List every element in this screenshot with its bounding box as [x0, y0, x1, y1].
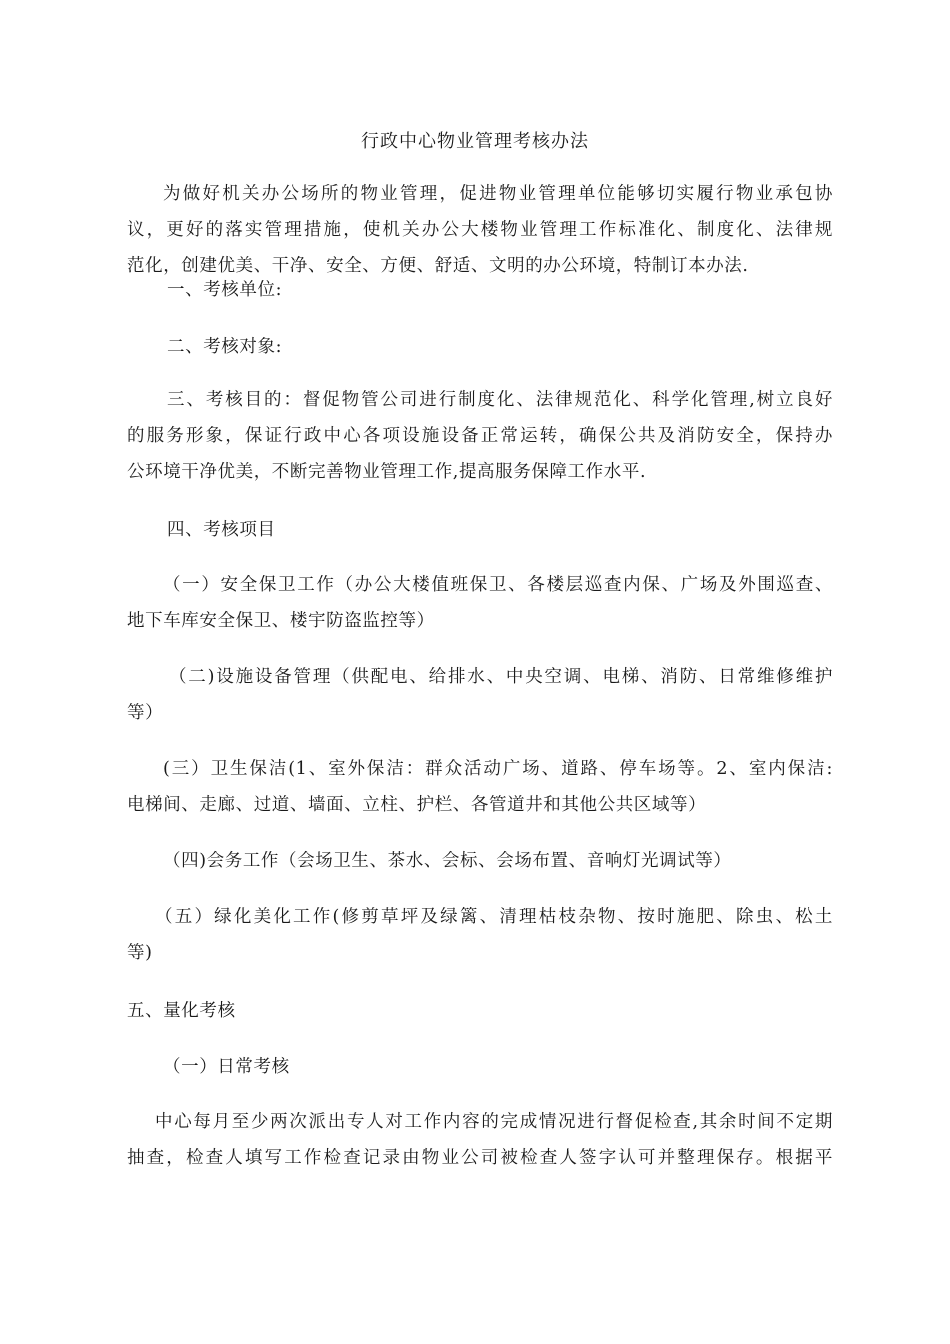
paragraph-line: （五）绿化美化工作(修剪草坪及绿篱、清理枯枝杂物、按时施肥、除虫、松土 [155, 907, 833, 927]
paragraph-line: 公环境干净优美，不断完善物业管理工作,提高服务保障工作水平. [127, 462, 647, 482]
section-heading-5 [127, 993, 833, 1029]
paragraph-line: (三）卫生保洁(1、室外保洁：群众活动广场、道路、停车场等。2、室内保洁: [163, 759, 833, 779]
paragraph-line: （二)设施设备管理（供配电、给排水、中央空调、电梯、消防、日常维修维护 [169, 667, 833, 687]
item-4-2 [127, 659, 833, 731]
paragraph-line: （四)会务工作（会场卫生、茶水、会标、会场布置、音响灯光调试等） [163, 851, 732, 871]
section-heading-1 [127, 272, 833, 308]
item-5-1 [127, 1049, 833, 1085]
paragraph-intro [127, 176, 833, 284]
paragraph-line: 三、考核目的：督促物管公司进行制度化、法律规范化、科学化管理,树立良好 [167, 390, 833, 410]
paragraph-line: 二、考核对象: [167, 337, 283, 357]
document-title: 行政中心物业管理考核办法 [361, 131, 589, 152]
paragraph-line: 四、考核项目 [167, 520, 276, 540]
paragraph-line: 抽查，检查人填写工作检查记录由物业公司被检查人签字认可并整理保存。根据平 [127, 1148, 833, 1168]
paragraph-line: 等) [127, 943, 153, 963]
paragraph-line: 为做好机关办公场所的物业管理，促进物业管理单位能够切实履行物业承包协 [163, 184, 833, 204]
paragraph-line: （一）日常考核 [163, 1057, 290, 1077]
paragraph-line: 五、量化考核 [127, 1001, 236, 1021]
paragraph-line: （一）安全保卫工作（办公大楼值班保卫、各楼层巡查内保、广场及外围巡查、 [163, 575, 833, 595]
paragraph-line: 的服务形象，保证行政中心各项设施设备正常运转，确保公共及消防安全，保持办 [127, 426, 833, 446]
paragraph-line: 地下车库安全保卫、楼宇防盗监控等） [127, 611, 435, 631]
paragraph-line: 中心每月至少两次派出专人对工作内容的完成情况进行督促检查,其余时间不定期 [155, 1112, 833, 1132]
item-4-5 [127, 899, 833, 971]
item-4-1 [127, 567, 833, 639]
paragraph-line: 一、考核单位: [167, 280, 283, 300]
section-heading-4 [127, 512, 833, 548]
section-heading-2 [127, 329, 833, 365]
item-4-3 [127, 751, 833, 823]
paragraph-line: 等） [127, 703, 164, 723]
paragraph-line: 范化，创建优美、干净、安全、方便、舒适、文明的办公环境，特制订本办法. [127, 256, 749, 276]
paragraph-line: 电梯间、走廊、过道、墙面、立柱、护栏、各管道井和其他公共区域等） [127, 795, 707, 815]
item-4-4 [127, 843, 833, 879]
paragraph-line: 议，更好的落实管理措施，使机关办公大楼物业管理工作标准化、制度化、法律规 [127, 220, 833, 240]
item-5-1-body [127, 1104, 833, 1176]
section-3-paragraph [127, 382, 833, 490]
